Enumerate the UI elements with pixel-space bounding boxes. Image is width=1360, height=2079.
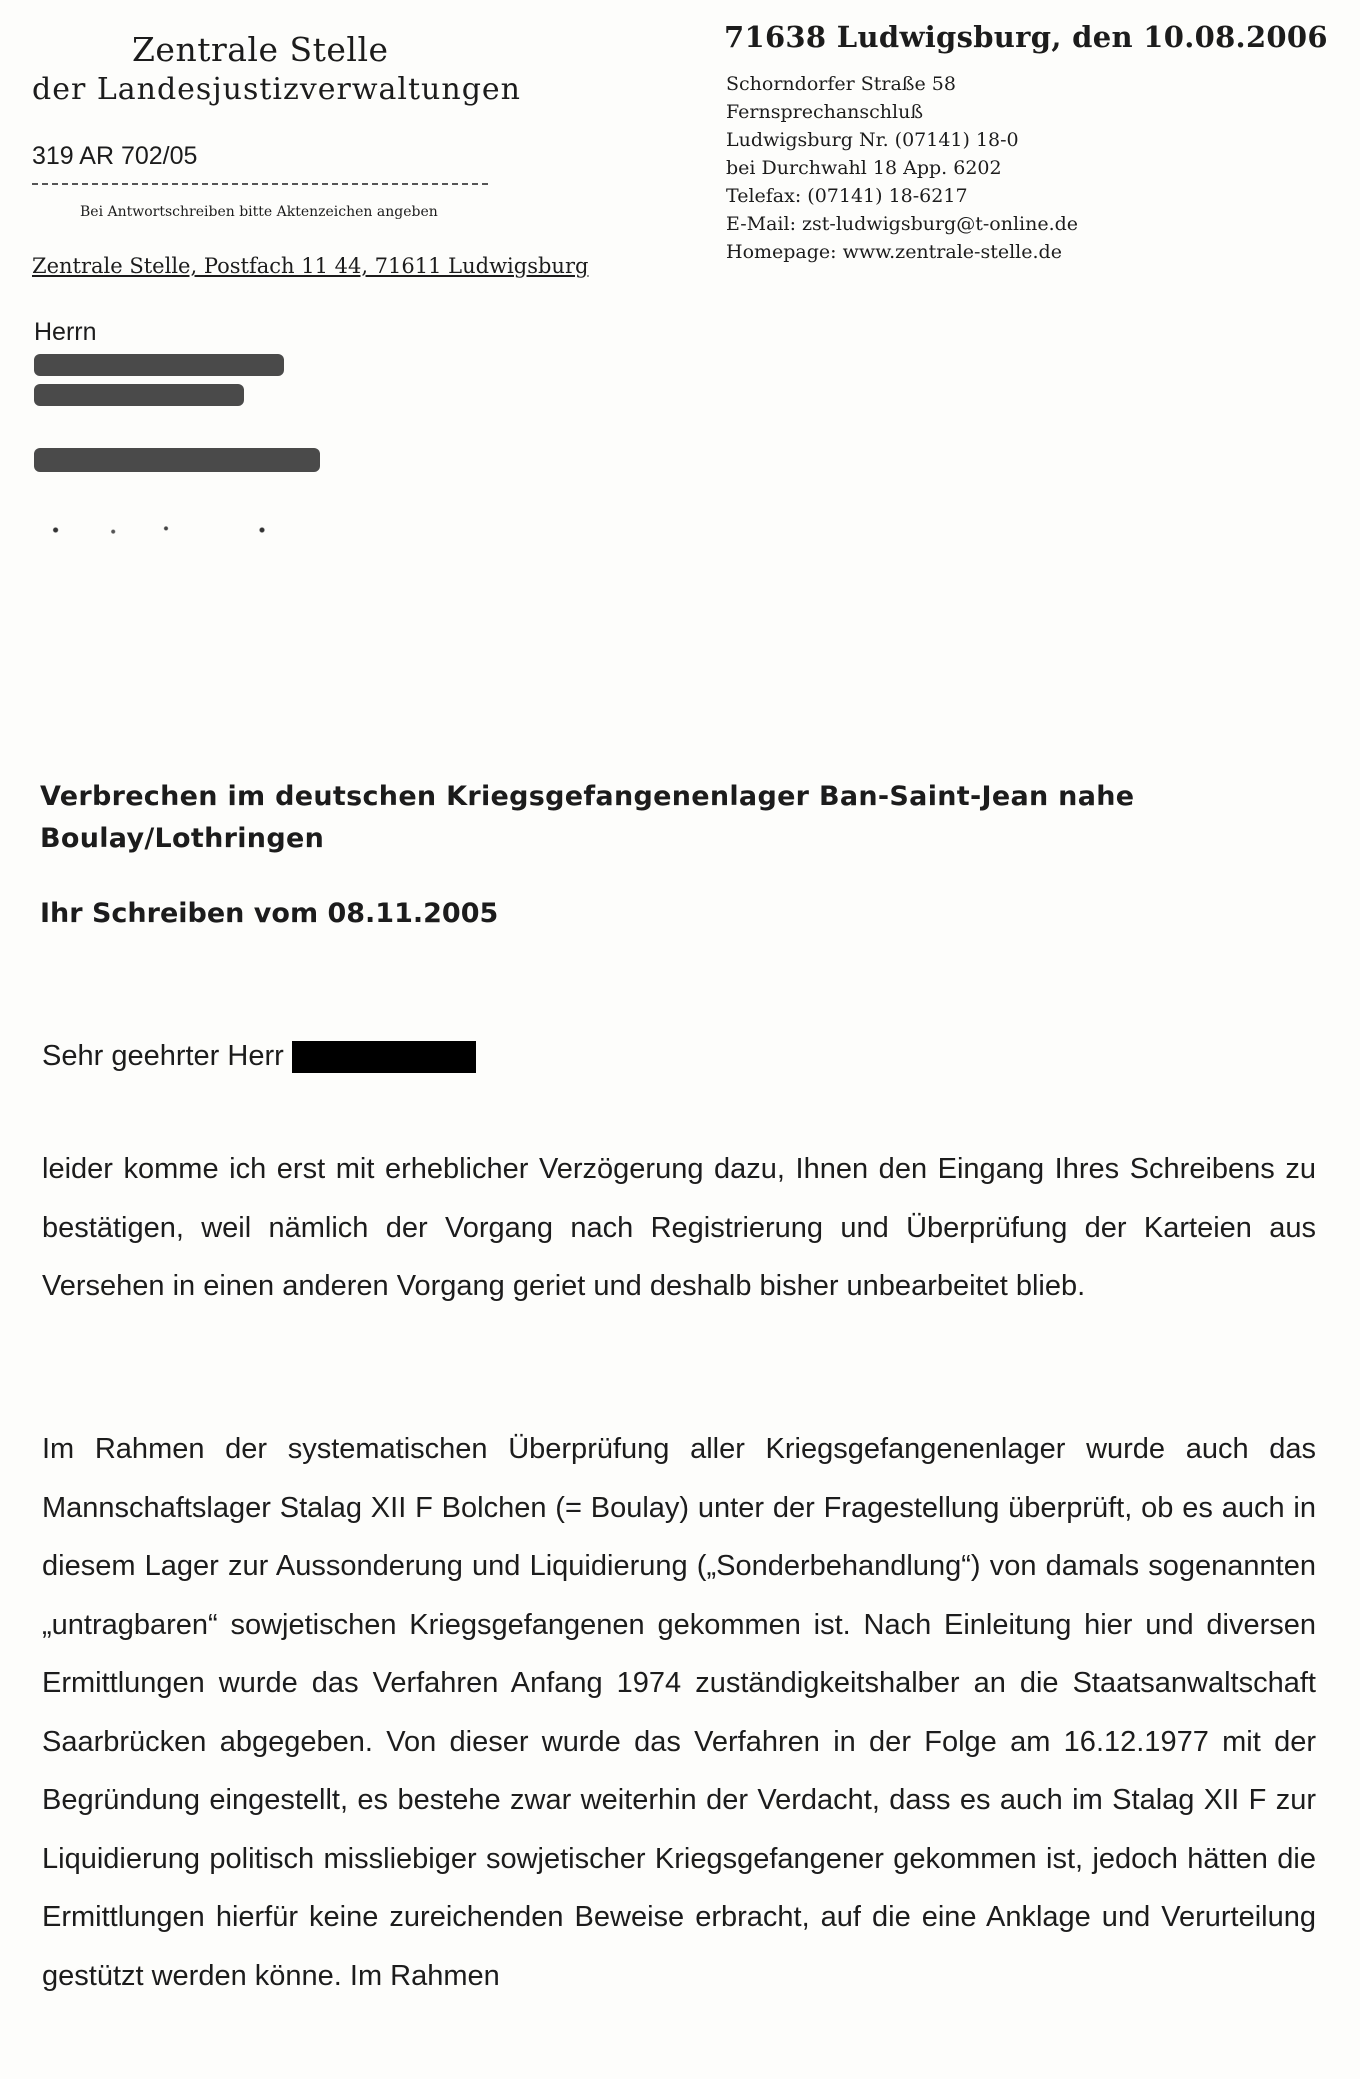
contact-block xyxy=(726,70,1078,266)
org-subtitle: der Landesjustizverwaltungen xyxy=(32,72,521,107)
recipient-city-redaction xyxy=(34,448,320,472)
body-paragraph-1: leider komme ich erst mit erheblicher Verzögerung dazu, Ihnen den Eingang Ihres Schreibens zu bestätigen, weil nämlich der Vorgang nach Registrierung und Überprüfung der Karteien aus Versehen in einen anderen Vorgang geriet und deshalb bisher unbearbeitet blieb. xyxy=(42,1153,1316,1302)
contact-street: Schorndorfer Straße 58 xyxy=(726,73,956,95)
return-address: Zentrale Stelle, Postfach 11 44, 71611 Ludwigsburg xyxy=(32,254,589,278)
scan-specks xyxy=(46,522,286,538)
salutation xyxy=(42,1040,476,1073)
reference-letter-date: Ihr Schreiben vom 08.11.2005 xyxy=(40,898,499,929)
file-reference: 319 AR 702/05 xyxy=(32,142,198,170)
recipient-street-redaction xyxy=(34,384,244,406)
contact-homepage: Homepage: www.zentrale-stelle.de xyxy=(726,241,1062,263)
body-paragraph-2: Im Rahmen der systematischen Überprüfung aller Kriegsgefangenenlager wurde auch das Mannschaftslager Stalag XII F Bolchen (= Boulay) unter der Fragestellung überprüft, ob es auch in diesem Lager zur Aussonderung und Liquidierung („Sonderbehandlung“) von damals sogenannten „untragbaren“ sowjetischen Kriegsgefangenen gekommen ist. Nach Einleitung hier und diversen Ermittlungen wurde das Verfahren Anfang 1974 zuständigkeitshalber an die Staatsanwaltschaft Saarbrücken abgegeben. Von dieser wurde das Verfahren in der Folge am 16.12.1977 mit der Begründung eingestellt, es bestehe zwar weiterhin der Verdacht, dass es auch im Stalag XII F zur Liquidierung politisch missliebiger sowjetischer Kriegsgefangener gekommen ist, jedoch hätten die Ermittlungen hierfür keine zureichenden Beweise erbracht, auf die eine Anklage und Verurteilung gestützt werden könne. Im Rahmen xyxy=(42,1433,1316,1992)
reference-hint: Bei Antwortschreiben bitte Aktenzeichen angeben xyxy=(80,204,438,220)
salutation-name-redaction xyxy=(292,1041,476,1073)
place-date: 71638 Ludwigsburg, den 10.08.2006 xyxy=(724,20,1328,54)
contact-phone: Ludwigsburg Nr. (07141) 18-0 xyxy=(726,129,1019,151)
contact-fax: Telefax: (07141) 18-6217 xyxy=(726,185,968,207)
salutation-text: Sehr geehrter Herr xyxy=(42,1040,284,1072)
contact-email: E-Mail: zst-ludwigsburg@t-online.de xyxy=(726,213,1079,235)
contact-phone-label: Fernsprechanschluß xyxy=(726,101,924,123)
org-name: Zentrale Stelle xyxy=(132,30,389,69)
subject-line: Verbrechen im deutschen Kriegsgefangenenlager Ban-Saint-Jean nahe Boulay/Lothringen xyxy=(40,781,1135,854)
recipient-name-redaction xyxy=(34,354,284,376)
contact-direct: bei Durchwahl 18 App. 6202 xyxy=(726,157,1002,179)
recipient-salutation: Herrn xyxy=(34,318,97,346)
reference-divider xyxy=(32,183,488,185)
